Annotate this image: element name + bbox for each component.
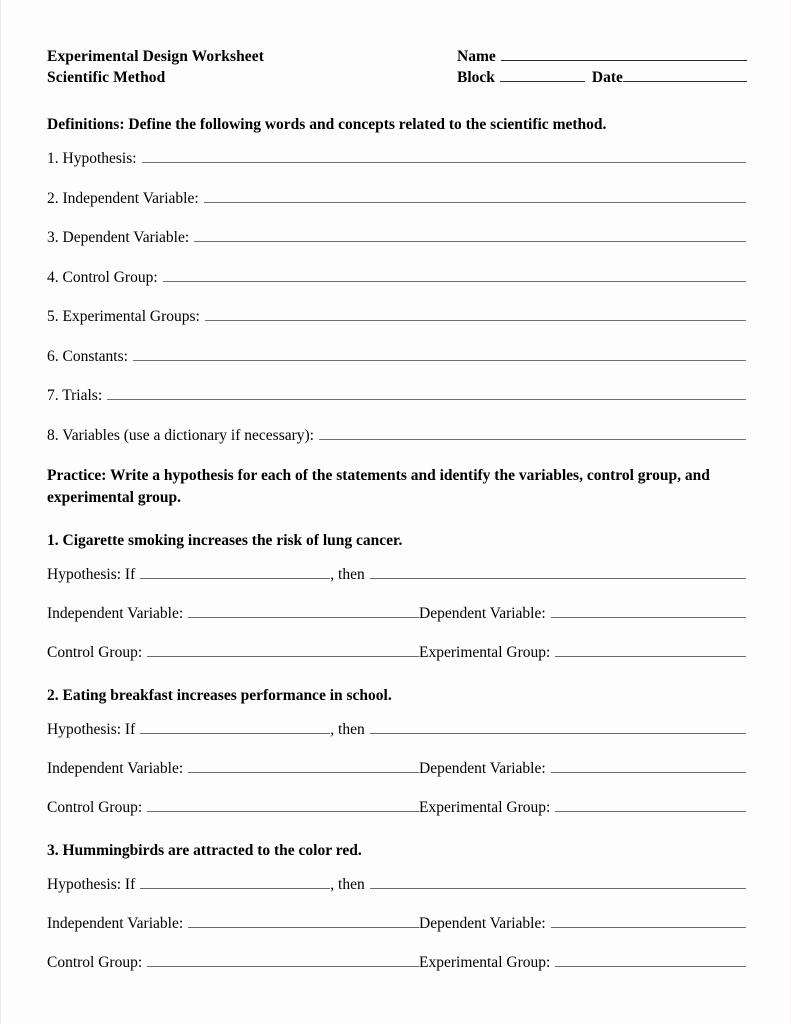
control-group-field	[47, 953, 419, 973]
title-line-2: Scientific Method	[47, 69, 166, 86]
student-info-fields	[457, 46, 747, 88]
practice-answer-block	[47, 720, 746, 818]
independent-variable-blank[interactable]	[188, 915, 419, 928]
name-input-blank[interactable]	[501, 47, 747, 61]
definition-row	[47, 307, 746, 327]
definition-answer-blank[interactable]	[133, 348, 746, 361]
experimental-group-field	[419, 798, 746, 818]
definition-answer-blank[interactable]	[194, 229, 746, 242]
control-group-blank[interactable]	[147, 954, 419, 967]
control-group-label: Control Group:	[47, 954, 143, 971]
practice-answer-block	[47, 875, 746, 973]
block-date-field-row	[457, 67, 747, 88]
definition-label: 1. Hypothesis:	[47, 150, 137, 167]
hypothesis-then-blank[interactable]	[370, 566, 746, 579]
independent-variable-label: Independent Variable:	[47, 915, 184, 932]
independent-variable-blank[interactable]	[188, 760, 419, 773]
experimental-group-label: Experimental Group:	[419, 644, 551, 661]
definition-row	[47, 268, 746, 288]
definitions-list	[47, 149, 746, 446]
variables-row	[47, 759, 746, 779]
definitions-heading: Definitions: Define the following words and concepts related to the scientific method.	[47, 116, 607, 133]
block-input-blank[interactable]	[500, 68, 585, 82]
hypothesis-then-blank[interactable]	[370, 876, 746, 889]
independent-variable-label: Independent Variable:	[47, 760, 184, 777]
hypothesis-if-blank[interactable]	[140, 566, 330, 579]
independent-variable-field	[47, 604, 419, 624]
definition-row	[47, 386, 746, 406]
then-label: , then	[330, 566, 365, 583]
date-label: Date	[591, 69, 623, 86]
practice-question-prompt: 3. Hummingbirds are attracted to the color red.	[47, 842, 362, 859]
definition-row	[47, 149, 746, 169]
experimental-group-label: Experimental Group:	[419, 799, 551, 816]
definition-label: 6. Constants:	[47, 347, 128, 365]
control-group-field	[47, 643, 419, 663]
practice-question-prompt: 1. Cigarette smoking increases the risk of lung cancer.	[47, 532, 403, 549]
independent-variable-blank[interactable]	[188, 605, 419, 618]
worksheet-header	[47, 46, 746, 92]
hypothesis-row	[47, 565, 746, 585]
definition-answer-blank[interactable]	[107, 387, 746, 400]
hypothesis-then-blank[interactable]	[370, 721, 746, 734]
control-group-blank[interactable]	[147, 799, 419, 812]
experimental-group-blank[interactable]	[555, 954, 746, 967]
variables-row	[47, 914, 746, 934]
definition-label: 8. Variables (use a dictionary if necessary):	[47, 426, 314, 444]
experimental-group-label: Experimental Group:	[419, 954, 551, 971]
hypothesis-if-blank[interactable]	[140, 876, 330, 889]
hypothesis-row	[47, 720, 746, 740]
practice-heading: Practice: Write a hypothesis for each of the statements and identify the variables, control group, and experimental group.	[47, 467, 710, 506]
definition-answer-blank[interactable]	[204, 190, 746, 203]
name-label: Name	[457, 48, 496, 65]
definition-label: 3. Dependent Variable:	[47, 229, 190, 246]
dependent-variable-label: Dependent Variable:	[419, 915, 546, 932]
experimental-group-field	[419, 953, 746, 973]
definition-answer-blank[interactable]	[319, 427, 746, 440]
control-group-blank[interactable]	[147, 644, 419, 657]
independent-variable-field	[47, 914, 419, 934]
dependent-variable-label: Dependent Variable:	[419, 760, 546, 777]
definition-answer-blank[interactable]	[163, 269, 746, 282]
experimental-group-blank[interactable]	[555, 644, 746, 657]
control-group-field	[47, 798, 419, 818]
groups-row	[47, 953, 746, 973]
hypothesis-label: Hypothesis: If	[47, 876, 136, 893]
practice-question-prompt: 2. Eating breakfast increases performance in school.	[47, 687, 392, 704]
experimental-group-field	[419, 643, 746, 663]
definition-row	[47, 189, 746, 209]
dependent-variable-field	[419, 604, 746, 624]
worksheet-title	[47, 46, 264, 88]
dependent-variable-field	[419, 759, 746, 779]
date-input-blank[interactable]	[623, 68, 747, 82]
then-label: , then	[330, 721, 365, 738]
hypothesis-row	[47, 875, 746, 895]
definition-row	[47, 228, 746, 248]
independent-variable-field	[47, 759, 419, 779]
dependent-variable-blank[interactable]	[551, 915, 746, 928]
definition-label: 2. Independent Variable:	[47, 189, 199, 207]
then-label: , then	[330, 876, 365, 893]
title-line-1: Experimental Design Worksheet	[47, 48, 265, 65]
variables-row	[47, 604, 746, 624]
groups-row	[47, 643, 746, 663]
dependent-variable-label: Dependent Variable:	[419, 605, 546, 622]
practice-answer-block	[47, 565, 746, 663]
definition-label: 7. Trials:	[47, 387, 103, 404]
hypothesis-label: Hypothesis: If	[47, 721, 136, 738]
hypothesis-label: Hypothesis: If	[47, 566, 136, 583]
name-field-row	[457, 46, 747, 67]
definition-label: 5. Experimental Groups:	[47, 308, 200, 325]
definition-row	[47, 426, 746, 446]
block-label: Block	[457, 69, 495, 86]
experimental-group-blank[interactable]	[555, 799, 746, 812]
hypothesis-if-blank[interactable]	[140, 721, 330, 734]
control-group-label: Control Group:	[47, 644, 143, 661]
definition-label: 4. Control Group:	[47, 268, 158, 286]
dependent-variable-blank[interactable]	[551, 760, 746, 773]
worksheet-body	[47, 46, 746, 992]
definition-row	[47, 347, 746, 367]
independent-variable-label: Independent Variable:	[47, 605, 184, 622]
definition-answer-blank[interactable]	[205, 308, 746, 321]
control-group-label: Control Group:	[47, 799, 143, 816]
dependent-variable-field	[419, 914, 746, 934]
definition-answer-blank[interactable]	[142, 150, 746, 163]
groups-row	[47, 798, 746, 818]
dependent-variable-blank[interactable]	[551, 605, 746, 618]
